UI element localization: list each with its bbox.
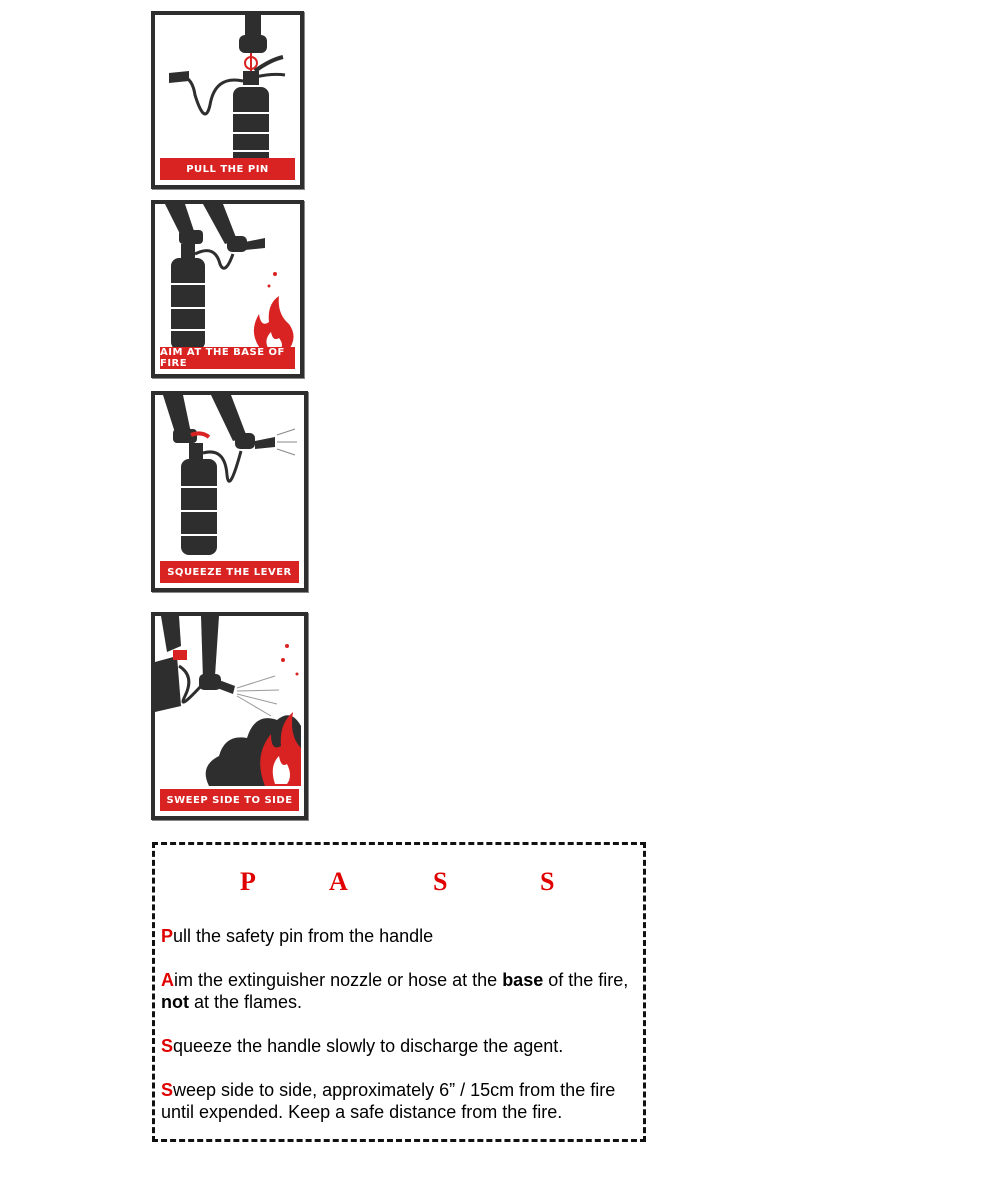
panel-label: SWEEP SIDE TO SIDE <box>160 789 299 811</box>
step-lead-letter: S <box>161 1036 174 1056</box>
step-text: weep side to side, approximately 6” / 15cm from the fire until expended. Keep a safe distance from the fire. <box>161 1080 616 1122</box>
step-text: at the flames. <box>188 992 303 1012</box>
pass-acronym <box>155 867 643 895</box>
step-lead-letter: S <box>161 1080 174 1100</box>
panel-sweep-side-to-side <box>151 612 308 820</box>
extinguisher-squeeze-icon <box>155 395 304 588</box>
acronym-letter-p: P <box>240 867 256 896</box>
panel-aim-at-base <box>151 200 304 378</box>
pass-steps <box>161 925 631 1145</box>
step-text: ull the safety pin from the handle <box>173 926 434 946</box>
step-aim <box>161 969 631 1013</box>
acronym-letter-s-2: S <box>540 867 555 896</box>
step-pull <box>161 925 631 947</box>
step-text: im the extinguisher nozzle or hose at the <box>174 970 503 990</box>
panel-label: AIM AT THE BASE OF FIRE <box>160 347 295 369</box>
panel-label: SQUEEZE THE LEVER <box>160 561 299 583</box>
step-sweep <box>161 1079 631 1123</box>
panel-pull-the-pin <box>151 11 304 189</box>
extinguisher-sweep-icon <box>155 616 304 816</box>
step-lead-letter: A <box>161 970 174 990</box>
pass-instructions-box <box>152 842 646 1142</box>
step-emphasis-not: not <box>161 992 189 1012</box>
step-emphasis-base: base <box>502 970 544 990</box>
step-text: queeze the handle slowly to discharge the agent. <box>173 1036 564 1056</box>
panel-squeeze-the-lever <box>151 391 308 592</box>
step-text: of the fire, <box>543 970 629 990</box>
acronym-letter-a: A <box>329 867 348 896</box>
step-squeeze <box>161 1035 631 1057</box>
panel-label: PULL THE PIN <box>160 158 295 180</box>
step-lead-letter: P <box>161 926 174 946</box>
acronym-letter-s: S <box>433 867 448 896</box>
